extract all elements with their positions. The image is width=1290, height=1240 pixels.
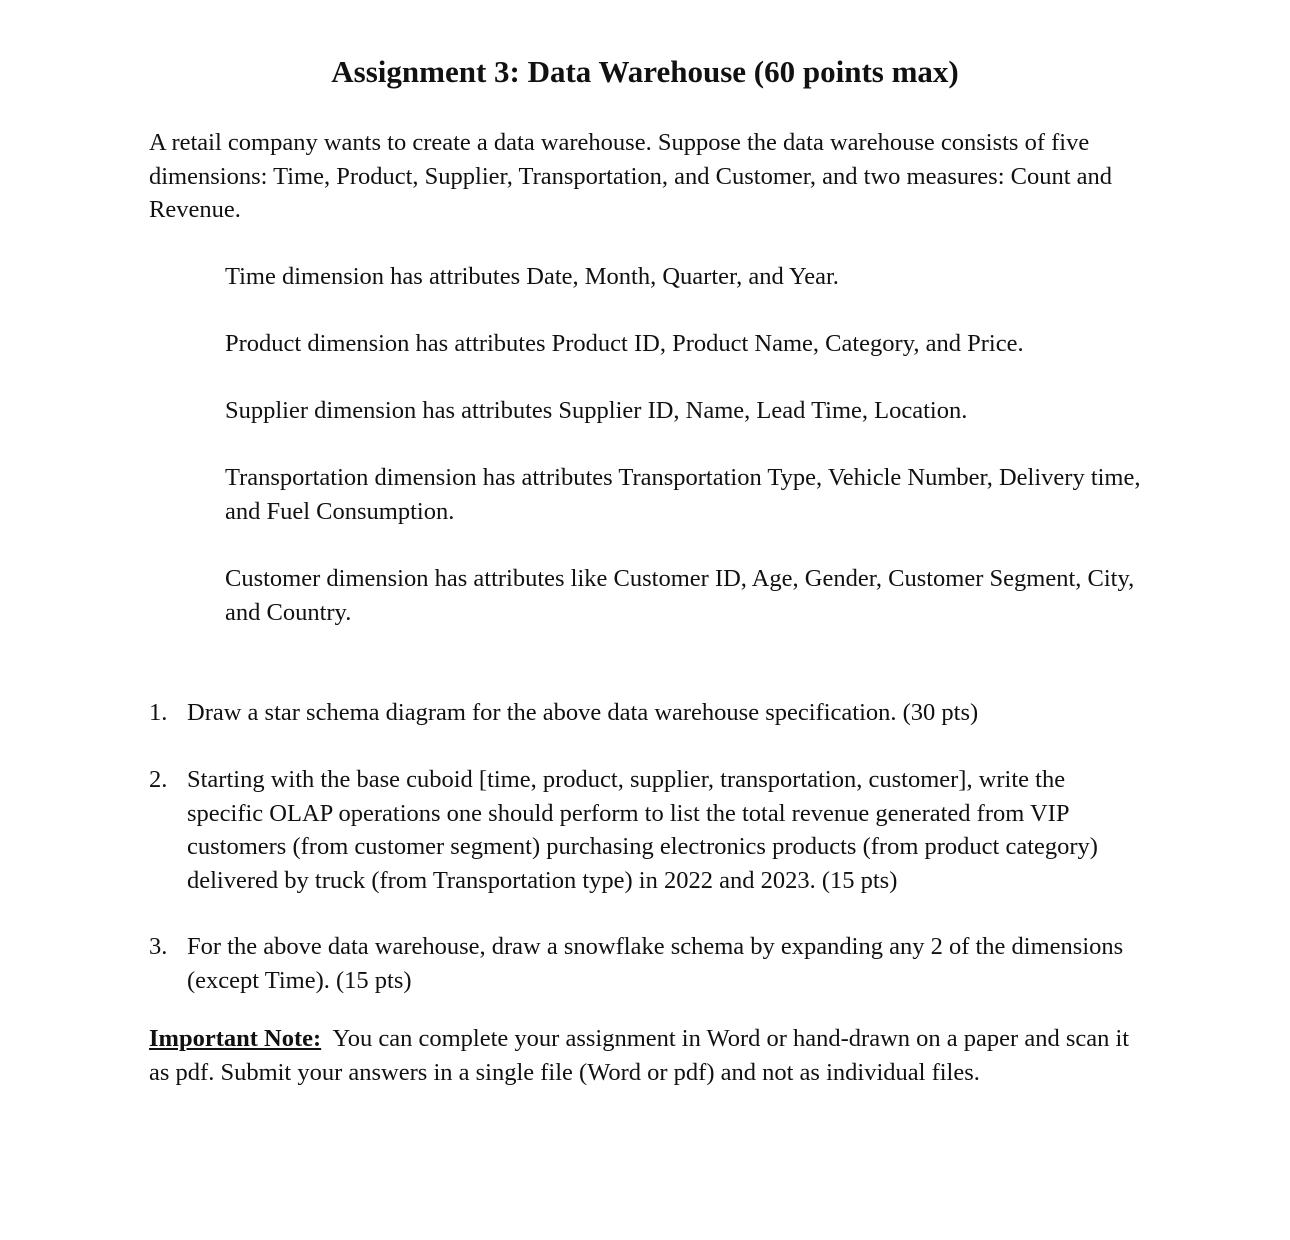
question-text: Starting with the base cuboid [time, product, supplier, transportation, customer], write the specific OLAP operations one should perform to list the total revenue generated from VIP customers (from customer segment) purchasing electronics products (from product category) delivered by truck (from Transportation type) in 2022 and 2023. (15 pts) [187,766,1098,894]
intro-paragraph: A retail company wants to create a data warehouse. Suppose the data warehouse consists of five dimensions: Time, Product, Supplier, Transportation, and Customer, and two measures: Count and Revenue. [149,129,1113,223]
transportation-dimension-text: Transportation dimension has attributes Transportation Type, Vehicle Number, Delivery time, and Fuel Consumption. [225,464,1141,525]
product-dimension-text: Product dimension has attributes Product ID, Product Name, Category, and Price. [225,330,1024,357]
time-dimension-text: Time dimension has attributes Date, Month, Quarter, and Year. [225,263,839,290]
question-number: 3. [149,933,168,960]
important-note [149,1022,1149,1089]
important-note-label: Important Note: [149,1025,322,1052]
customer-dimension-text: Customer dimension has attributes like Customer ID, Age, Gender, Customer Segment, City, and Country. [225,565,1135,626]
important-note-text: You can complete your assignment in Word or hand-drawn on a paper and scan it as pdf. Submit your answers in a single file (Word or pdf) and not as individual files. [149,1025,1130,1086]
question-number: 2. [149,766,168,793]
question-number: 1. [149,699,168,726]
assignment-title: Assignment 3: Data Warehouse (60 points max) [331,54,959,89]
supplier-dimension-text: Supplier dimension has attributes Supplier ID, Name, Lead Time, Location. [225,397,968,424]
question-text: For the above data warehouse, draw a snowflake schema by expanding any 2 of the dimensions (except Time). (15 pts) [187,933,1124,994]
question-text: Draw a star schema diagram for the above data warehouse specification. (30 pts) [187,699,979,726]
